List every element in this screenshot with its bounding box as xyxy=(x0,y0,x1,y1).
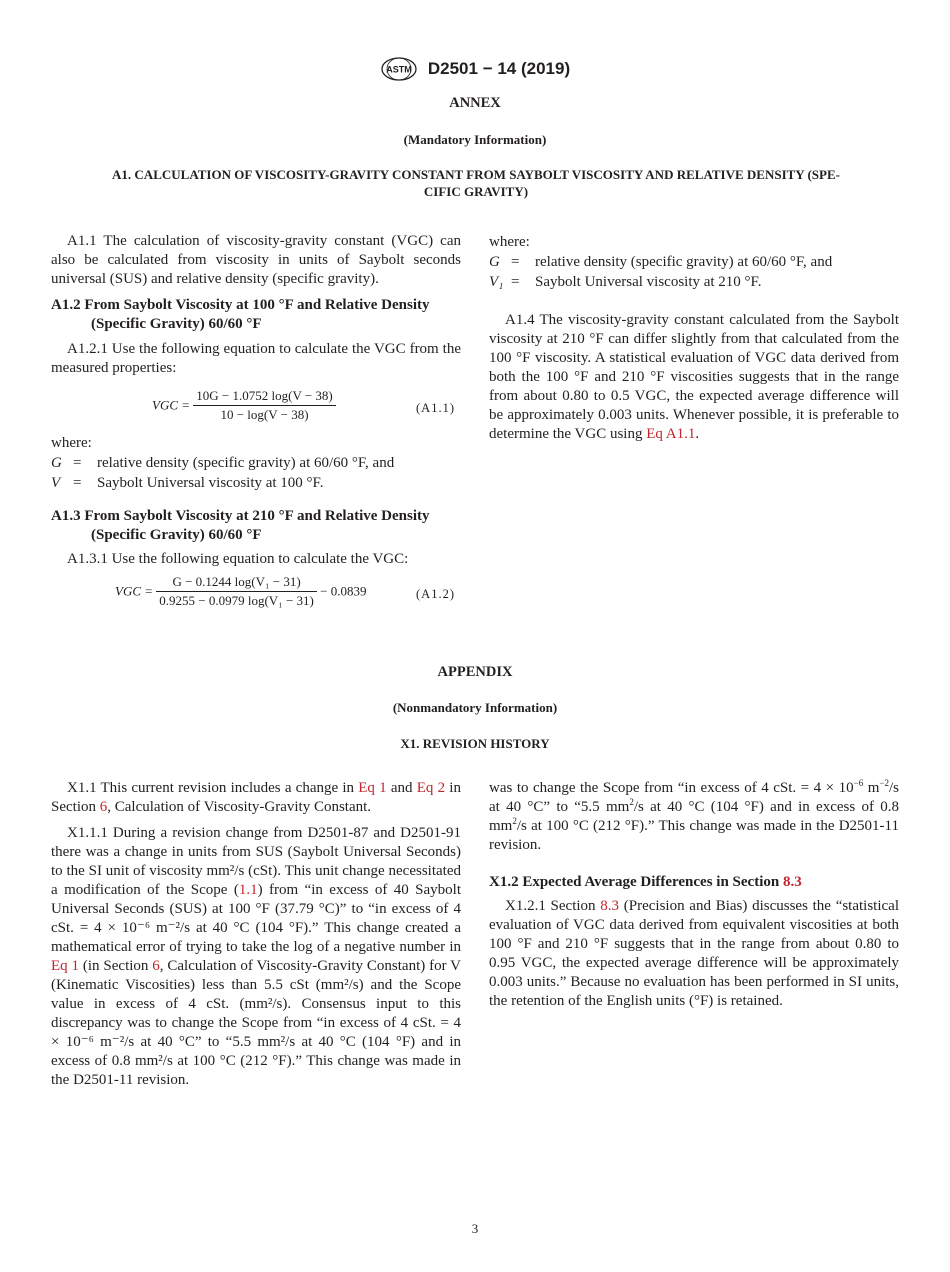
definition-symbol: G xyxy=(51,455,62,471)
astm-logo-icon xyxy=(380,57,418,81)
svg-text:ASTM: ASTM xyxy=(386,64,412,75)
annex-section-title-line1: A1. CALCULATION OF VISCOSITY-GRAVITY CONSTANT FROM SAYBOLT VISCOSITY AND RELATIVE DENSITY (SPE- xyxy=(112,167,840,182)
annex-right-column xyxy=(489,233,899,444)
paragraph-x1-1 xyxy=(51,779,461,817)
definition-list-2 xyxy=(489,252,899,292)
link-eq-1[interactable]: Eq 1 xyxy=(51,958,80,974)
definition-text: Saybolt Universal viscosity at 100 °F. xyxy=(97,475,324,491)
heading-a1-3: A1.3 From Saybolt Viscosity at 210 °F and Relative Density (Specific Gravity) 60/60 °F xyxy=(51,508,430,543)
x1-1-1-text: , Calculation of Viscosity-Gravity Constant) for V (Kinematic Viscosities) less than 5.5 cSt (mm²/s) and the Scope value in excess of 4 cSt. (mm²/s). Consensus input to this discrepancy was to change the Scope from “in excess of 4 cSt. = 4 × 10⁻⁶ m⁻²/s at 40 °C” to “5.5 mm²/s at 40 °C (104 °F) and in excess of 0.8 mm²/s at 100 °C (212 °F).” This change was made in the D2501-11 revision. xyxy=(51,958,461,1088)
appendix-section-title: X1. REVISION HISTORY xyxy=(400,736,550,751)
link-section-6[interactable]: 6 xyxy=(99,799,108,815)
definition-row xyxy=(51,473,461,493)
x1-2-1-text: X1.2.1 Section xyxy=(505,898,601,914)
paragraph-a1-4-end: . xyxy=(695,426,700,442)
eq2-tail: − 0.0839 xyxy=(320,583,367,599)
link-eq-2[interactable]: Eq 2 xyxy=(416,780,446,796)
link-section-1-1[interactable]: 1.1 xyxy=(238,882,258,898)
heading-a1-2: A1.2 From Saybolt Viscosity at 100 °F and Relative Density (Specific Gravity) 60/60 °F xyxy=(51,297,430,332)
link-eq-1[interactable]: Eq 1 xyxy=(358,780,387,796)
definition-row xyxy=(51,453,461,473)
annex-left-column xyxy=(51,232,461,378)
where-label-2: where: xyxy=(489,234,530,250)
x1-2-1-text: (Precision and Bias) discusses the “statistical evaluation of VGC data derived from equivalent viscosities at both 100 °F and 210 °F suggests that in the range from about 0.80 to 0.95 VGC, the expected average difference will be approximately 0.003 units.” Because no evaluation has been performed in SI units, the retention of the English units (°F) is retained. xyxy=(489,898,899,1009)
annex-title: ANNEX xyxy=(449,95,501,111)
paragraph-a1-2-1: A1.2.1 Use the following equation to calculate the VGC from the measured properties: xyxy=(51,341,461,376)
eq2-lhs: VGC = xyxy=(115,583,154,599)
heading-x1-2 xyxy=(489,873,899,892)
equation-a1-2 xyxy=(115,574,366,609)
definition-text: relative density (specific gravity) at 60/60 °F, and xyxy=(97,455,395,471)
definition-symbol: V₁ xyxy=(489,274,504,290)
definition-symbol: G xyxy=(489,254,500,270)
eq2-numerator: G − 0.1244 log(V₁ − 31) xyxy=(156,574,317,592)
eq2-denominator: 0.9255 − 0.0979 log(V₁ − 31) xyxy=(159,593,314,608)
definition-list-1 xyxy=(51,453,461,493)
definition-equals: = xyxy=(511,254,520,270)
eq1-denominator: 10 − log(V − 38) xyxy=(220,407,309,422)
where-block-1 xyxy=(51,434,461,569)
definition-text: Saybolt Universal viscosity at 210 °F. xyxy=(535,274,762,290)
x1-1-text: in Section xyxy=(51,780,461,815)
heading-x1-2-text: X1.2 Expected Average Differences in Section xyxy=(489,874,783,890)
paragraph-x1-1-1 xyxy=(51,824,461,1090)
eq1-lhs: VGC = xyxy=(152,397,191,413)
x1-1-text: and xyxy=(386,780,417,796)
paragraph-x1-2-1 xyxy=(489,897,899,1011)
definition-symbol: V xyxy=(51,475,61,491)
definition-equals: = xyxy=(511,274,520,290)
link-section-8-3[interactable]: 8.3 xyxy=(600,898,620,914)
equation-number-a1-1: (A1.1) xyxy=(416,401,455,415)
x1-1-1-text: ) from “in excess of 40 Saybolt Universal Seconds (SUS) at 100 °F (37.79 °C)” to “in excess of 4 cSt. = 4 × 10⁻⁶ m⁻²/s at 40 °C (104 °F).” This change created a mathematical error of trying to take the log of a negative number in xyxy=(51,882,461,955)
definition-row xyxy=(489,252,899,272)
appendix-left-column xyxy=(51,779,461,1088)
link-section-6[interactable]: 6 xyxy=(152,958,160,974)
annex-section-title-line2: CIFIC GRAVITY) xyxy=(423,184,529,199)
paragraph-x1-1-1-continued: was to change the Scope from “in excess of 4 cSt. = $4 \times 10^{-6}$ $m^{-2}/s$ at 40 °C” to “5.5 $mm^2/s$ at 40 °C (104 °F) and in excess of 0.8 $mm^2/s$ at 100 °C (212 °F).” This change was made in the D2501-11 revision. xyxy=(489,778,899,853)
definition-text: relative density (specific gravity) at 60/60 °F, and xyxy=(535,254,833,270)
equation-number-a1-2: (A1.2) xyxy=(416,587,455,601)
paragraph-a1-3-1: A1.3.1 Use the following equation to calculate the VGC: xyxy=(67,551,409,567)
eq1-numerator: 10G − 1.0752 log(V − 38) xyxy=(193,388,335,406)
appendix-subtitle: (Nonmandatory Information) xyxy=(392,700,558,715)
paragraph-a1-1: A1.1 The calculation of viscosity-gravity constant (VGC) can also be calculated from viscosity in units of Saybolt seconds universal (SUS) and relative density (specific gravity). xyxy=(51,233,461,287)
definition-row xyxy=(489,272,899,292)
where-label-1: where: xyxy=(51,435,92,451)
definition-equals: = xyxy=(73,475,82,491)
x1-1-text: X1.1 This current revision includes a change in xyxy=(67,780,359,796)
x1-1-1-text: (in Section xyxy=(79,958,153,974)
eq2-fraction xyxy=(156,574,317,609)
paragraph-a1-4 xyxy=(489,311,899,444)
annex-section-title xyxy=(51,166,901,200)
link-section-8-3[interactable]: 8.3 xyxy=(782,874,802,890)
annex-subtitle: (Mandatory Information) xyxy=(403,132,547,147)
link-eq-a1-1[interactable]: Eq A1.1 xyxy=(646,426,696,442)
paragraph-a1-4-text: A1.4 The viscosity-gravity constant calculated from the Saybolt viscosity at 210 °F can differ slightly from that calculated from the 100 °F viscosity. A statistical evaluation of VGC data derived from both the 100 °F and 210 °F viscosities suggests that in the range from about 0.80 to 0.5 VGC, the expected average difference will be approximately 0.003 units. Whenever possible, it is preferable to determine the VGC using xyxy=(489,312,899,442)
appendix-title: APPENDIX xyxy=(437,664,513,680)
document-header xyxy=(0,57,950,81)
equation-a1-1 xyxy=(152,388,336,423)
appendix-right-column xyxy=(489,779,899,1011)
x1-1-text: , Calculation of Viscosity-Gravity Constant. xyxy=(107,799,372,815)
x1-1-1-text: X1.1.1 During a revision change from D2501-87 and D2501-91 there was a change in units from SUS (Saybolt Universal Seconds) to the SI unit of viscosity mm²/s (cSt). This unit change necessitated a modification of the Scope ( xyxy=(51,825,461,898)
eq1-fraction xyxy=(193,388,335,423)
page-number: 3 xyxy=(471,1221,479,1236)
definition-equals: = xyxy=(73,455,82,471)
document-designation: D2501 − 14 (2019) xyxy=(427,59,571,78)
